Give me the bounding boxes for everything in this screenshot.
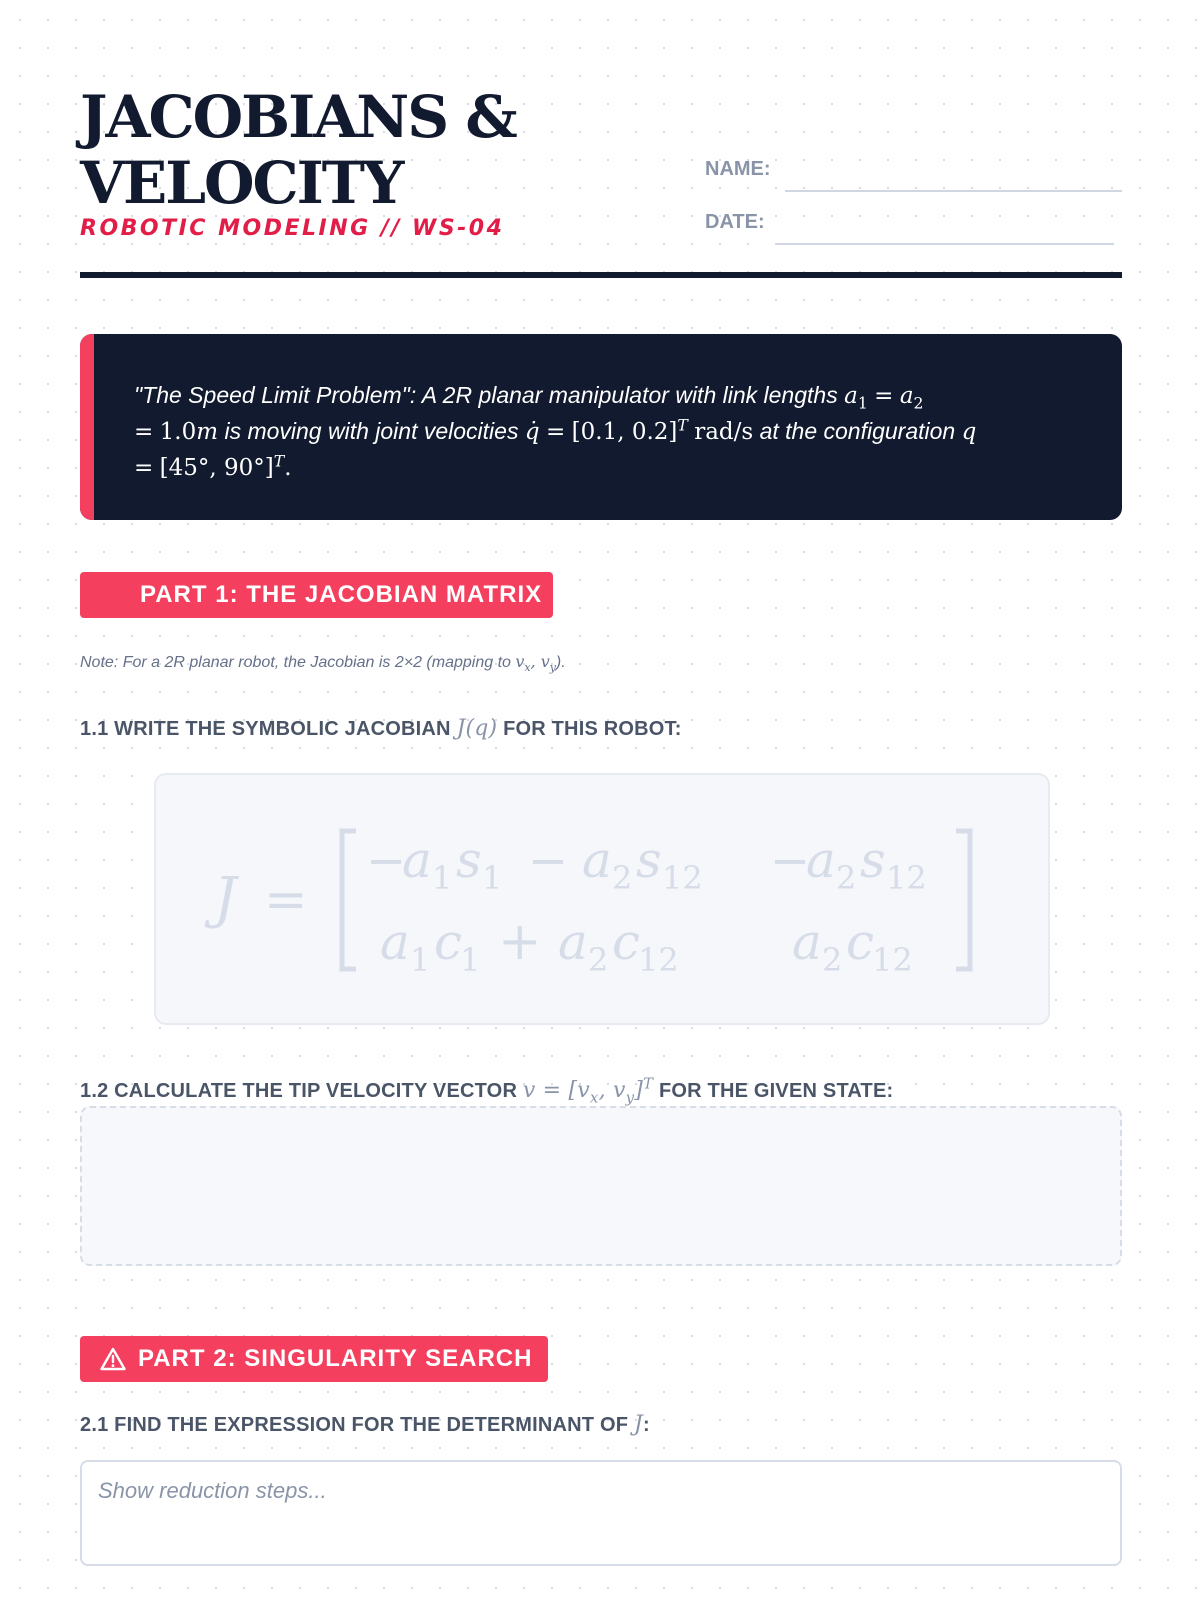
name-field[interactable] [785,190,1122,192]
svg-text:2: 2 [836,859,857,897]
date-field[interactable] [777,243,1114,245]
svg-text:a: a [792,913,822,971]
determinant-steps-input[interactable] [80,1460,1122,1566]
svg-text:2: 2 [588,941,609,979]
svg-text:a: a [806,831,836,889]
svg-text:c: c [846,913,875,971]
svg-text:1: 1 [432,859,453,897]
svg-text:12: 12 [886,859,927,897]
svg-text:−: − [770,833,811,889]
svg-text:s: s [860,831,886,889]
svg-text:=: = [264,870,308,930]
svg-text:1: 1 [460,941,481,979]
problem-accent-bar [80,334,94,520]
svg-text:J: J [214,866,237,931]
jacobian-matrix-hint [156,775,1052,1027]
svg-text:1: 1 [410,941,431,979]
svg-text:12: 12 [638,941,679,979]
svg-text:2: 2 [612,859,633,897]
worksheet-page [80,0,1122,1600]
svg-text:a: a [558,913,588,971]
title-line-1: JACOBIANS & [80,83,516,151]
part1-header [80,572,553,618]
svg-text:−: − [528,833,569,889]
svg-text:12: 12 [662,859,703,897]
part1-note: Note: For a 2R planar robot, the Jacobian is 2×2 (mapping to $v_x$, $v_y$). [80,652,566,675]
page-subtitle: ROBOTIC MODELING // WS-04 [80,216,505,241]
svg-text:s: s [636,831,662,889]
svg-text:12: 12 [872,941,913,979]
tip-velocity-answer-box[interactable] [80,1106,1122,1266]
svg-text:c: c [612,913,641,971]
svg-text:a: a [582,831,612,889]
warning-triangle-icon [100,1347,126,1371]
svg-text:−: − [366,833,407,889]
part2-label: PART 2: SINGULARITY SEARCH [138,1345,533,1372]
problem-statement [80,334,1122,520]
question-1-1: 1.1 WRITE THE SYMBOLIC JACOBIAN J(q) FOR THIS ROBOT: [80,716,682,741]
question-1-2: 1.2 CALCULATE THE TIP VELOCITY VECTOR $v = [v_x$, $v_y]^T$ FOR THE GIVEN STATE: [80,1074,894,1107]
part2-header [80,1336,548,1382]
problem-intro: "The Speed Limit Problem": A 2R planar manipulator with link lengths [134,382,845,408]
svg-text:+: + [498,912,542,972]
svg-text:c: c [434,913,463,971]
svg-text:2: 2 [822,941,843,979]
question-2-1: 2.1 FIND THE EXPRESSION FOR THE DETERMINANT OF J: [80,1412,650,1437]
svg-text:s: s [456,831,482,889]
header-divider [80,272,1122,278]
title-line-2: VELOCITY [80,149,403,217]
svg-text:1: 1 [482,859,503,897]
svg-text:a: a [402,831,432,889]
page-title [80,84,640,216]
name-label: NAME: [705,158,771,180]
problem-text: "The Speed Limit Problem": A 2R planar manipulator with link lengths $a_1 = a_2$ = 1.0m is moving with joint velocities q̇ = [0.1, 0.2]$^T$ rad/s at the configuration q = [45°, 90°]$^T$. [134,382,977,481]
part1-label: PART 1: THE JACOBIAN MATRIX [140,581,543,608]
jacobian-answer-box[interactable] [154,773,1050,1025]
date-label: DATE: [705,211,765,233]
svg-text:a: a [380,913,410,971]
